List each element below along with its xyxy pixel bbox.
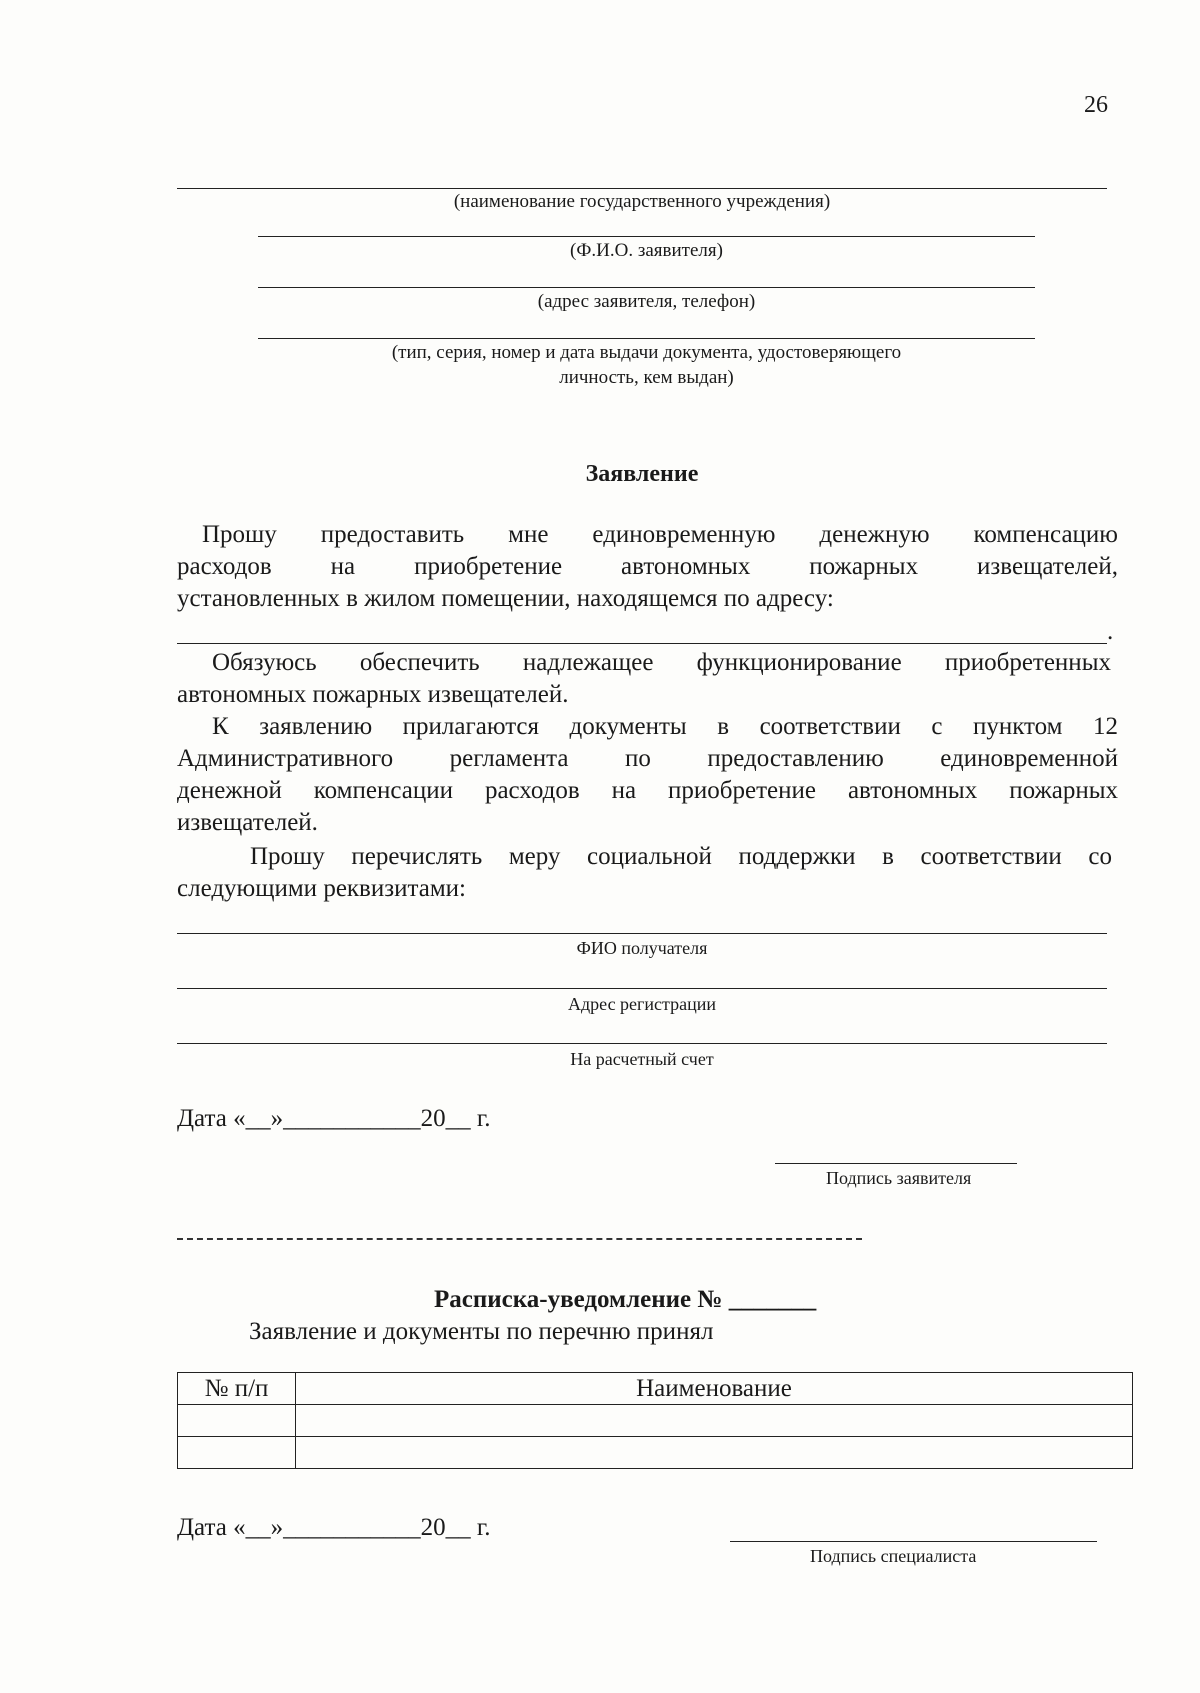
table-cell-name[interactable] (296, 1437, 1133, 1469)
applicant-address-line (258, 287, 1035, 288)
p2-line1: Обязуюсь обеспечить надлежащее функционирование приобретенных (212, 649, 1111, 676)
p4-line2: следующими реквизитами: (177, 875, 466, 902)
p3-line3: денежной компенсации расходов на приобретение автономных пожарных (177, 777, 1118, 804)
receipt-title: Расписка-уведомление № _______ (434, 1286, 817, 1313)
registration-caption: Адрес регистрации (567, 994, 717, 1014)
table-cell-number[interactable] (178, 1405, 296, 1437)
table-header-row (178, 1373, 1133, 1405)
recipient-line (177, 933, 1107, 934)
id-document-line (258, 338, 1035, 339)
receipt-table (177, 1372, 1133, 1469)
applicant-signature-caption: Подпись заявителя (826, 1168, 972, 1188)
institution-line (177, 188, 1107, 189)
address-line (177, 643, 1107, 644)
id-document-caption-line1: (тип, серия, номер и дата выдачи документа, удостоверяющего (391, 342, 902, 363)
p3-line2: Административного регламента по предоставлению единовременной (177, 745, 1118, 772)
table-row (178, 1405, 1133, 1437)
p3-line1: К заявлению прилагаются документы в соответствии с пунктом 12 (212, 713, 1118, 740)
recipient-caption: ФИО получателя (576, 938, 708, 958)
table-row (178, 1437, 1133, 1469)
receipt-subtitle: Заявление и документы по перечню принял (249, 1318, 714, 1345)
table-cell-number[interactable] (178, 1437, 296, 1469)
p4-line1: Прошу перечислять меру социальной поддержки в соответствии со (250, 843, 1112, 870)
registration-line (177, 988, 1107, 989)
applicant-address-caption: (адрес заявителя, телефон) (537, 291, 756, 312)
account-line (177, 1043, 1107, 1044)
receipt-date: Дата «__»___________20__ г. (177, 1514, 491, 1541)
specialist-signature-caption: Подпись специалиста (810, 1546, 977, 1566)
account-caption: На расчетный счет (570, 1049, 714, 1069)
cut-line (177, 1238, 862, 1240)
table-header-number: № п/п (178, 1373, 296, 1405)
p2-line2: автономных пожарных извещателей. (177, 681, 569, 708)
applicant-signature-line (775, 1163, 1017, 1164)
applicant-name-caption: (Ф.И.О. заявителя) (570, 240, 723, 261)
table-cell-name[interactable] (296, 1405, 1133, 1437)
application-title: Заявление (585, 461, 699, 487)
id-document-caption-line2: личность, кем выдан) (559, 367, 734, 388)
page-number: 26 (1084, 92, 1108, 118)
p1-line2: расходов на приобретение автономных пожарных извещателей, (177, 553, 1118, 580)
address-end-mark: . (1107, 618, 1114, 645)
table-header-name: Наименование (296, 1373, 1133, 1405)
p3-line4: извещателей. (177, 809, 318, 836)
institution-caption: (наименование государственного учреждения) (453, 191, 831, 212)
specialist-signature-line (730, 1541, 1097, 1542)
p1-line3: установленных в жилом помещении, находящемся по адресу: (177, 585, 834, 612)
applicant-name-line (258, 236, 1035, 237)
application-date: Дата «__»___________20__ г. (177, 1105, 491, 1132)
p1-line1: Прошу предоставить мне единовременную денежную компенсацию (202, 521, 1118, 548)
